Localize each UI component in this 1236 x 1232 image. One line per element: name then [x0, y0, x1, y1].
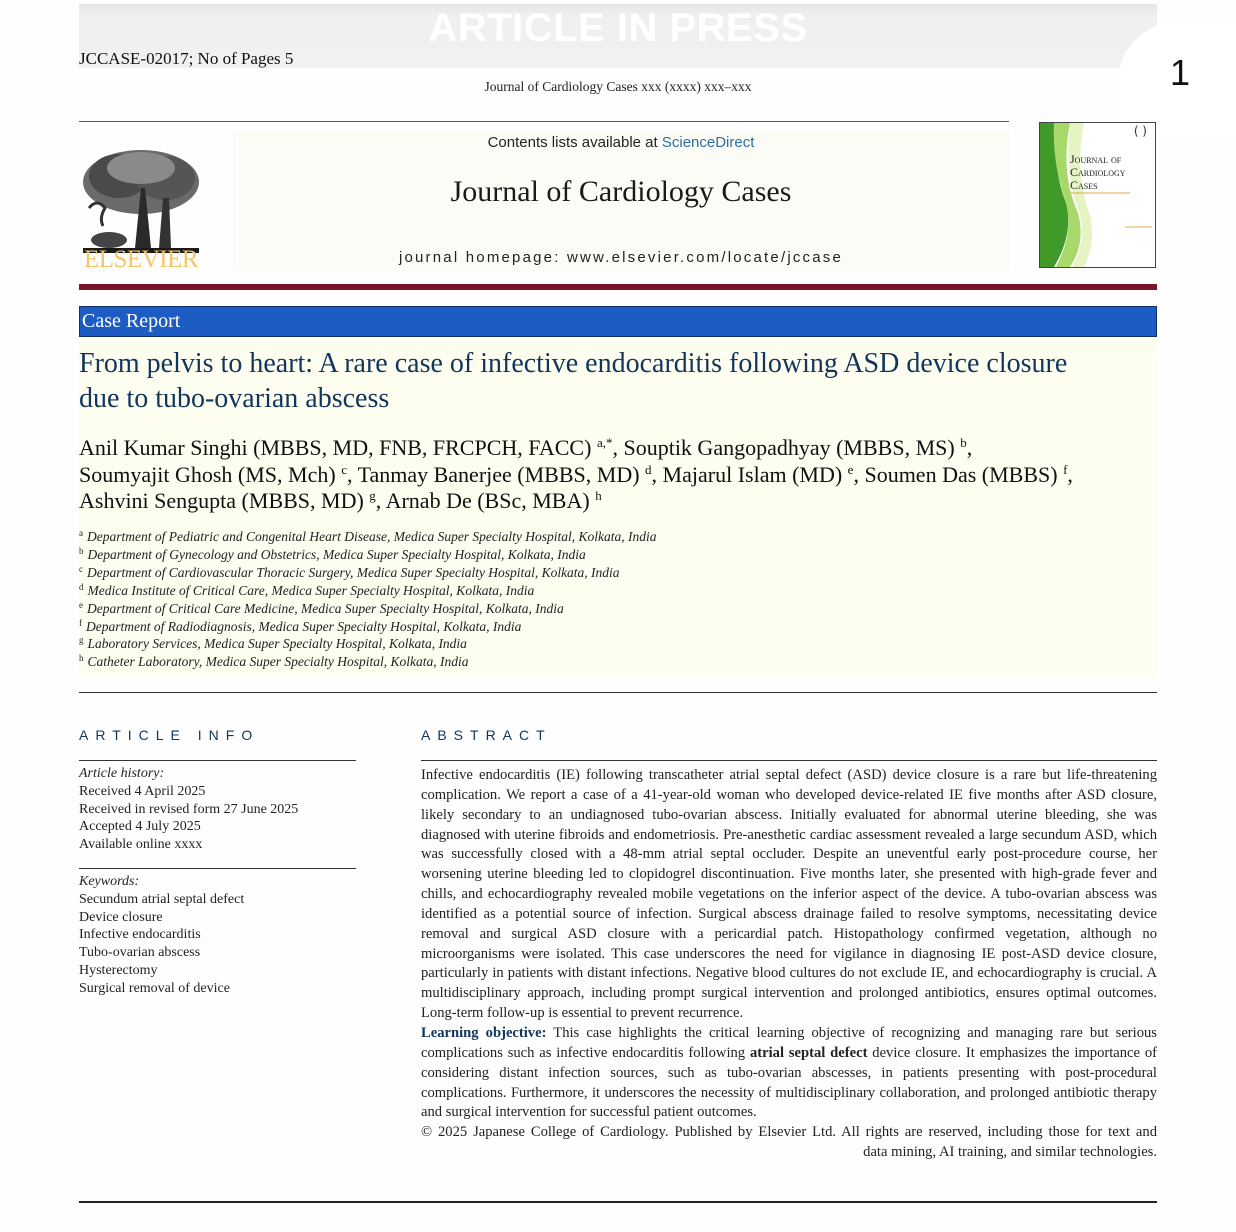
affiliation-mark: h — [79, 653, 84, 664]
copyright-line-2: data mining, AI training, and similar technologies. — [863, 1144, 1157, 1161]
history-item: Received in revised form 27 June 2025 — [79, 801, 299, 817]
keywords — [79, 873, 359, 998]
cover-title-line: Cases — [1070, 178, 1098, 192]
cover-logo-icon: ( ) — [1133, 124, 1147, 138]
article-code: JCCASE-02017; No of Pages 5 — [79, 49, 294, 68]
learning-objective-label: Learning objective: — [421, 1024, 547, 1041]
author[interactable] — [864, 462, 1072, 487]
keyword: Secundum atrial septal defect — [79, 891, 245, 907]
author-name: Soumen Das (MBBS) — [864, 461, 1058, 487]
affiliation-text: Catheter Laboratory, Medica Super Specialty Hospital, Kolkata, India — [87, 654, 469, 670]
author-name: Arnab De (BSc, MBA) — [385, 488, 590, 513]
article-title: From pelvis to heart: A rare case of infective endocarditis following ASD device closure due to tubo-ovarian abscess — [79, 348, 1068, 414]
affiliation — [79, 653, 779, 671]
author-separator: , — [966, 435, 973, 460]
article-info-heading: ARTICLE INFO — [79, 727, 260, 743]
affiliation-mark: d — [79, 581, 84, 592]
affiliation-marker[interactable]: f — [1063, 461, 1068, 477]
affiliation-mark: g — [79, 635, 84, 646]
journal-cover-thumbnail — [1039, 122, 1156, 268]
author-name: Soumyajit Ghosh (MS, Mch) — [79, 461, 336, 487]
author-separator: , — [651, 461, 663, 487]
section-rule — [79, 692, 1157, 693]
keyword: Hysterectomy — [79, 962, 158, 978]
affiliation-marker[interactable]: d — [645, 461, 652, 477]
abstract-body: Infective endocarditis (IE) following transcatheter atrial septal defect (ASD) device closure is a rare but life-threatening complication. We report a case of a 41-year-old woman who developed device-related IE five months after ASD closure, likely secondary to an undiagnosed tubo-ovarian abscess. Initially evaluated for abnormal uterine bleeding, she was diagnosed with uterine fibroids and endometriosis. Pre-anesthetic cardiac assessment revealed a large secundum ASD, which was successfully closed with a 48-mm atrial septal occluder. Despite an uneventful early post-procedure course, her worsening uterine bleeding led to clopidogrel discontinuation. Five months later, she presented with high-grade fever and chills, and echocardiography revealed mobile vegetations on the inferior aspect of the device. A tubo-ovarian abscess was identified as a potential source of infection. Surgical abscess drainage failed to resolve symptoms, necessitating device removal and surgical ASD closure with a pericardial patch. Histopathology confirmed vegetation, although no microorganisms were isolated. This case underscores the need for vigilance in diagnosing IE post-ASD device closure, particularly in patients with distant infections. Negative blood cultures do not exclude IE, and echocardiography is crucial. A multidisciplinary approach, including prompt surgical intervention and prolonged antibiotics, ensures optimal outcomes. Long-term follow-up is essential to prevent recurrence. — [421, 767, 1157, 1022]
author[interactable] — [386, 488, 602, 513]
article-info-rule — [79, 760, 356, 761]
history-label: Article history: — [79, 766, 165, 781]
affiliation-list — [79, 528, 779, 671]
affiliation-text: Department of Critical Care Medicine, Medica Super Specialty Hospital, Kolkata, India — [87, 600, 564, 616]
contents-line — [233, 134, 1009, 151]
cover-wave-graphic-icon — [1040, 123, 1155, 267]
abstract-heading: ABSTRACT — [421, 727, 552, 743]
article-type-bar — [79, 306, 1157, 337]
cover-title — [1070, 153, 1126, 192]
author-name: Tanmay Banerjee (MBBS, MD) — [357, 461, 640, 487]
cover-title-line: Journal of — [1070, 152, 1122, 166]
author-separator: , — [853, 461, 865, 487]
running-head: Journal of Cardiology Cases xxx (xxxx) xxx–xxx — [484, 79, 752, 94]
affiliation-marker[interactable]: a,* — [596, 435, 613, 450]
affiliation-mark: c — [79, 563, 83, 574]
affiliation — [79, 582, 779, 600]
journal-masthead — [233, 131, 1009, 271]
journal-homepage-link[interactable]: journal homepage: www.elsevier.com/locate/jccase — [398, 249, 844, 266]
affiliation — [79, 600, 779, 618]
affiliation — [79, 564, 779, 582]
author-separator: , — [346, 461, 358, 487]
author-name: Anil Kumar Singhi (MBBS, MD, FNB, FRCPCH, FACC) — [79, 435, 592, 460]
affiliation-marker[interactable]: e — [847, 461, 854, 477]
affiliation-text: Department of Radiodiagnosis, Medica Super Specialty Hospital, Kolkata, India — [86, 618, 522, 634]
abstract-text — [421, 766, 1157, 1163]
author-name: Souptik Gangopadhyay (MBBS, MS) — [623, 435, 955, 460]
author[interactable] — [663, 462, 865, 487]
elsevier-wordmark: ELSEVIER — [83, 246, 199, 273]
history-item: Accepted 4 July 2025 — [79, 819, 201, 835]
affiliation — [79, 528, 779, 546]
affiliation-text: Department of Gynecology and Obstetrics, Medica Super Specialty Hospital, Kolkata, India — [87, 546, 586, 562]
affiliation-mark: f — [79, 617, 82, 628]
contents-prefix: Contents lists available at — [487, 134, 662, 151]
affiliation-text: Laboratory Services, Medica Super Specialty Hospital, Kolkata, India — [87, 636, 467, 652]
sciencedirect-link[interactable]: ScienceDirect — [661, 134, 755, 151]
abstract-rule — [421, 760, 1157, 761]
history-item: Available online xxxx — [79, 837, 203, 853]
affiliation — [79, 635, 779, 653]
author-separator: , — [375, 488, 386, 513]
learning-objective-bold: atrial septal defect — [749, 1044, 868, 1061]
affiliation-marker[interactable]: g — [369, 488, 376, 503]
keyword: Device closure — [79, 909, 163, 925]
journal-title: Journal of Cardiology Cases — [450, 175, 792, 208]
page-number: 1 — [1170, 52, 1191, 93]
affiliation-text: Department of Cardiovascular Thoracic Surgery, Medica Super Specialty Hospital, Kolkata, India — [87, 564, 620, 580]
affiliation-mark: e — [79, 599, 83, 610]
keywords-label: Keywords: — [79, 874, 140, 889]
author[interactable] — [358, 462, 663, 487]
article-history — [79, 765, 359, 854]
author[interactable] — [623, 435, 972, 460]
article-type-label: Case Report — [82, 310, 181, 332]
author[interactable] — [79, 488, 386, 513]
author-separator: , — [1067, 461, 1073, 487]
affiliation-mark: b — [79, 545, 84, 556]
author-name: Ashvini Sengupta (MBBS, MD) — [79, 488, 364, 513]
learning-objective-text: This case highlights the critical learning objective of recognizing and managing rare but serious complications such as infective endocarditis following — [421, 1024, 1157, 1061]
learning-objective-text-end: device closure. It emphasizes the importance of considering distant infection sources, such as tubo-ovarian abscesses, in patients presenting with post-procedural complications. Furthermore, it underscores the necessity of multidisciplinary collaboration, and prolonged antibiotic therapy and surgical intervention for successful patient outcomes. — [421, 1044, 1158, 1121]
affiliation-marker[interactable]: b — [960, 435, 967, 450]
bottom-rule — [79, 1201, 1157, 1203]
affiliation — [79, 618, 779, 636]
author-separator: , — [612, 435, 624, 460]
cover-title-line: Cardiology — [1070, 165, 1126, 179]
keyword: Infective endocarditis — [79, 927, 201, 943]
masthead-rule — [79, 284, 1157, 290]
author-list — [79, 435, 1159, 515]
header-rule — [79, 121, 1009, 122]
learning-objective — [421, 1024, 1157, 1123]
affiliation — [79, 546, 779, 564]
affiliation-marker[interactable]: c — [341, 461, 347, 477]
affiliation-mark: a — [79, 528, 83, 538]
copyright-line: © 2025 Japanese College of Cardiology. Published by Elsevier Ltd. All rights are reserved, including those for text and — [421, 1124, 1157, 1141]
affiliation-text: Department of Pediatric and Congenital Heart Disease, Medica Super Specialty Hospital, Kolkata, India — [87, 529, 657, 544]
keywords-rule — [79, 868, 356, 869]
history-item: Received 4 April 2025 — [79, 783, 206, 799]
keyword: Surgical removal of device — [79, 980, 230, 996]
author-name: Majarul Islam (MD) — [662, 461, 843, 487]
banner-text: ARTICLE IN PRESS — [428, 6, 808, 50]
author[interactable] — [79, 462, 358, 487]
author[interactable] — [79, 435, 623, 460]
affiliation-text: Medica Institute of Critical Care, Medica Super Specialty Hospital, Kolkata, India — [87, 582, 535, 598]
affiliation-marker[interactable]: h — [595, 488, 602, 503]
keyword: Tubo-ovarian abscess — [79, 945, 201, 961]
